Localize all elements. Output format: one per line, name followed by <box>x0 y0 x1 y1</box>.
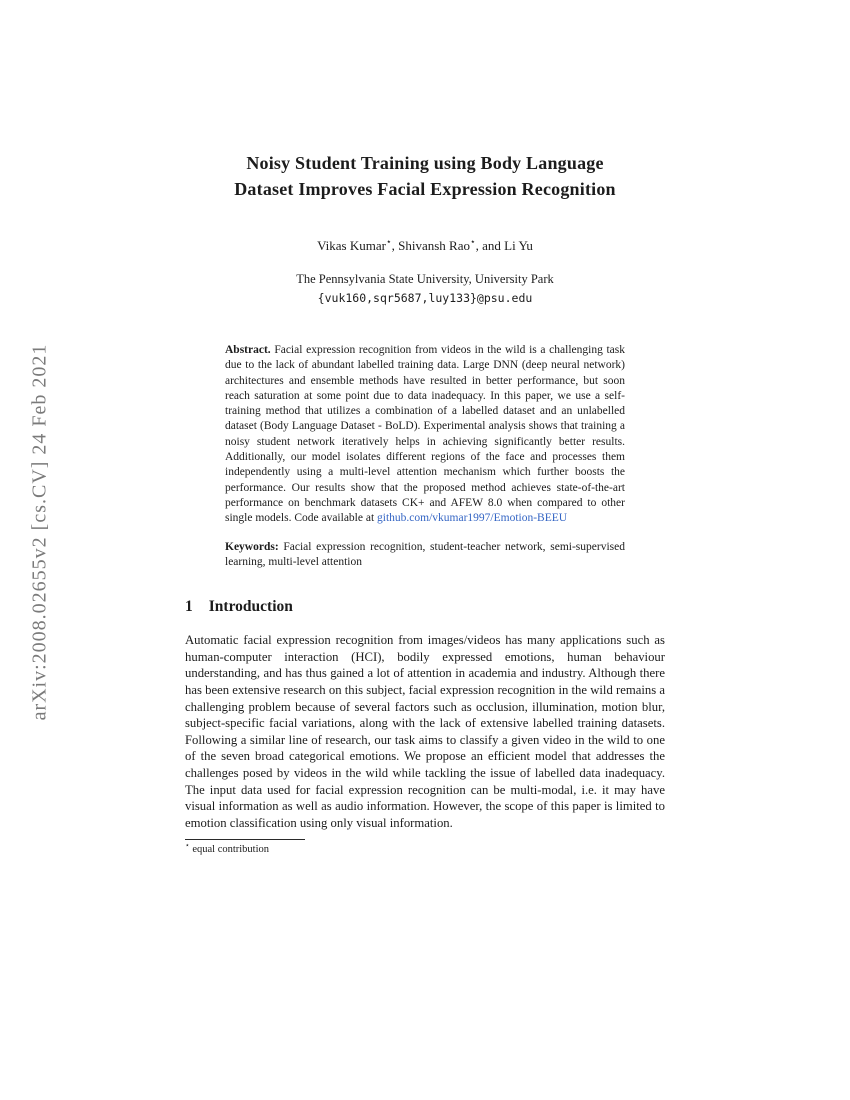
author-2-star: ⋆ <box>469 236 476 247</box>
section-heading-introduction <box>185 598 665 616</box>
footnote-block <box>185 839 665 855</box>
footnote-text <box>185 840 665 856</box>
footnote-marker: ⋆ <box>185 840 190 850</box>
paper-title-line2: Dataset Improves Facial Expression Recognition <box>234 179 616 199</box>
intro-paragraph: Automatic facial expression recognition from images/videos has many applications such as human-computer interaction (HCI), bodily expressed emotions, human behaviour understanding, and has thus gained a lot of attention in academia and industry. Although there has been extensive research on this subject, facial expression recognition in the wild remains a challenging problem because of several factors such as occlusion, illumination, motion blur, subject-specific facial variations, along with the lack of extensive labelled training datasets. Following a similar line of research, our task aims to classify a given video in the wild to one of the seven broad categorical emotions. We propose an efficient model that addresses the challenges posed by videos in the wild while tackling the issue of labelled data inadequacy. The input data used for facial expression recognition can be multi-modal, i.e. it may have visual information as well as audio information. However, the scope of this paper is limited to emotion classification using only visual information. <box>185 633 665 830</box>
keywords-text: Facial expression recognition, student-teacher network, semi-supervised learning, multi-level attention <box>225 540 625 568</box>
abstract-block <box>225 343 625 527</box>
author-1: Vikas Kumar <box>317 238 386 253</box>
authors-line <box>185 238 665 254</box>
section-title: Introduction <box>208 598 293 616</box>
footnote-rule <box>185 839 305 840</box>
footnote-label: equal contribution <box>189 844 270 856</box>
author-2: , Shivansh Rao <box>391 238 470 253</box>
author-3: , and Li Yu <box>475 238 533 253</box>
paper-page <box>185 0 665 855</box>
section-number: 1 <box>185 598 193 616</box>
email-line: {vuk160,sqr5687,luy133}@psu.edu <box>317 291 533 305</box>
affiliation: The Pennsylvania State University, University Park <box>296 272 554 286</box>
github-link[interactable]: github.com/vkumar1997/Emotion-BEEU <box>377 512 568 525</box>
author-1-star: ⋆ <box>385 236 392 247</box>
paper-title <box>185 150 665 202</box>
abstract-label: Abstract. <box>225 344 271 356</box>
keywords-label: Keywords: <box>225 540 279 553</box>
paper-title-line1: Noisy Student Training using Body Language <box>246 153 604 173</box>
arxiv-watermark: arXiv:2008.02655v2 [cs.CV] 24 Feb 2021 <box>28 343 51 721</box>
keywords-block <box>225 540 625 571</box>
abstract-text: Facial expression recognition from videos in the wild is a challenging task due to the lack of abundant labelled training data. Large DNN (deep neural network) architectures and ensemble methods have resulted in better performance, but soon reach saturation at some point due to data inadequacy. In this paper, we use a self-training method that utilizes a combination of a labelled dataset and an unlabelled dataset (Body Language Dataset - BoLD). Experimental analysis shows that training a noisy student network iteratively helps in achieving significantly better results. Additionally, our model isolates different regions of the face and processes them independently using a multi-level attention mechanism which further boosts the performance. Our results show that the proposed method achieves state-of-the-art performance on benchmark datasets CK+ and AFEW 8.0 when compared to other single models. Code available at <box>225 344 625 525</box>
